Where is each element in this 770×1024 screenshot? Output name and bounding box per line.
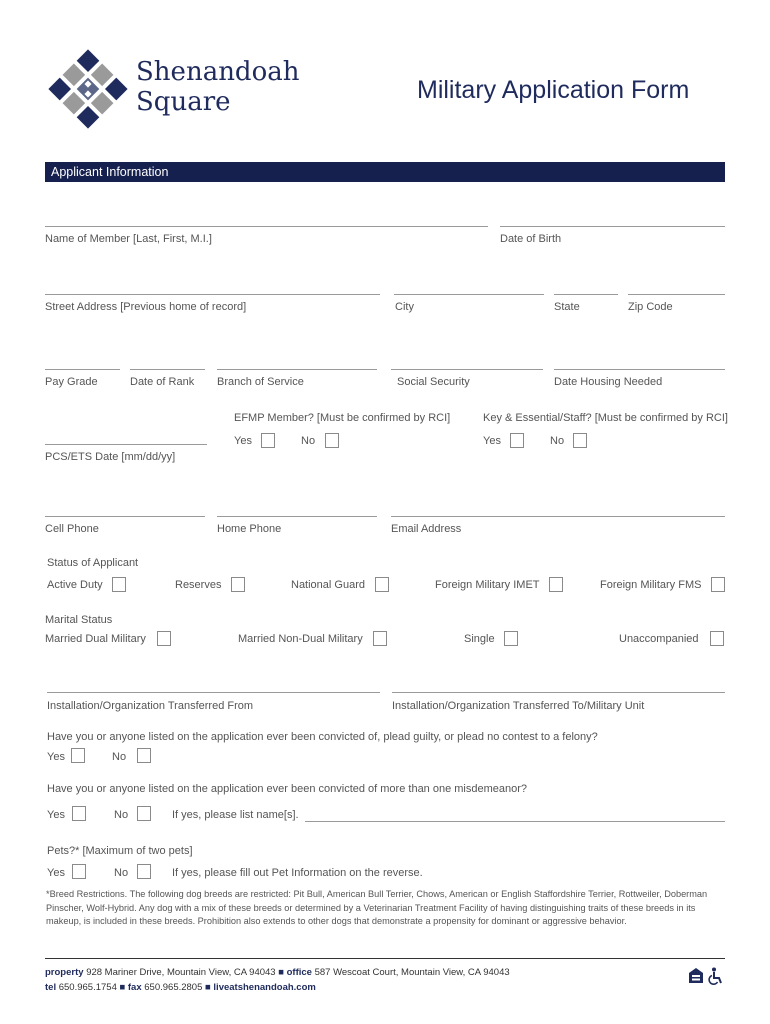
pcs-field[interactable] — [45, 444, 207, 445]
name-label: Name of Member [Last, First, M.I.] — [45, 233, 212, 245]
misdemeanor-yes-label: Yes — [47, 809, 65, 821]
pay-grade-field[interactable] — [45, 369, 120, 370]
section-header-applicant: Applicant Information — [45, 162, 725, 182]
active-duty-checkbox[interactable] — [112, 577, 126, 592]
state-field[interactable] — [554, 294, 618, 295]
branch-label: Branch of Service — [217, 376, 304, 388]
key-staff-yes-label: Yes — [483, 435, 501, 447]
form-title: Military Application Form — [417, 76, 690, 104]
felony-no-checkbox[interactable] — [137, 748, 151, 763]
street-label: Street Address [Previous home of record] — [45, 301, 247, 313]
efmp-yes-label: Yes — [234, 435, 252, 447]
dob-field[interactable] — [500, 226, 725, 227]
key-staff-label: Key & Essential/Staff? [Must be confirmed by RCI] — [483, 412, 728, 424]
status-option-fms: Foreign Military FMS — [600, 579, 702, 591]
unaccompanied-checkbox[interactable] — [710, 631, 724, 646]
felony-no-label: No — [112, 751, 127, 763]
brand-name-line2: Square — [136, 87, 231, 117]
footer-bullet-3: ■ — [205, 982, 211, 993]
misdemeanor-no-label: No — [114, 809, 129, 821]
felony-yes-label: Yes — [47, 751, 65, 763]
status-label: Status of Applicant — [47, 557, 139, 569]
footer-bullet-1: ■ — [278, 967, 284, 978]
felony-yes-checkbox[interactable] — [71, 748, 85, 763]
date-rank-field[interactable] — [130, 369, 205, 370]
marital-label: Marital Status — [45, 614, 113, 626]
transferred-from-label: Installation/Organization Transferred From — [47, 700, 254, 712]
list-names-label: If yes, please list name[s]. — [172, 809, 299, 821]
married-dual-checkbox[interactable] — [157, 631, 171, 646]
footer-divider — [45, 958, 725, 959]
fax-label: fax — [127, 982, 142, 993]
home-phone-label: Home Phone — [217, 523, 282, 535]
marital-option-nondual: Married Non-Dual Military — [238, 633, 363, 645]
property-label: property — [45, 967, 84, 978]
list-names-field[interactable] — [305, 821, 725, 822]
date-housing-field[interactable] — [554, 369, 725, 370]
transferred-to-label: Installation/Organization Transferred To/Military Unit — [392, 700, 645, 712]
zip-label: Zip Code — [628, 301, 673, 313]
key-staff-no-checkbox[interactable] — [573, 433, 587, 448]
marital-option-unaccompanied: Unaccompanied — [619, 633, 699, 645]
status-option-reserves: Reserves — [175, 579, 222, 591]
state-label: State — [554, 301, 580, 313]
pcs-label: PCS/ETS Date [mm/dd/yy] — [45, 451, 176, 463]
married-nondual-checkbox[interactable] — [373, 631, 387, 646]
ssn-field[interactable] — [391, 369, 543, 370]
felony-question: Have you or anyone listed on the application ever been convicted of, plead guilty, or plead no contest to a felony? — [47, 731, 598, 743]
pay-grade-label: Pay Grade — [45, 376, 98, 388]
office-address: 587 Wescoat Court, Mountain View, CA 94043 — [314, 967, 510, 978]
email-field[interactable] — [391, 516, 725, 517]
footer-line2 — [45, 982, 316, 993]
cell-phone-label: Cell Phone — [45, 523, 99, 535]
branch-field[interactable] — [217, 369, 377, 370]
efmp-no-checkbox[interactable] — [325, 433, 339, 448]
home-phone-field[interactable] — [217, 516, 377, 517]
tel-number: 650.965.1754 — [58, 982, 117, 993]
fax-number: 650.965.2805 — [144, 982, 203, 993]
footer-bullet-2: ■ — [119, 982, 126, 993]
ssn-label: Social Security — [397, 376, 470, 388]
marital-option-single: Single — [464, 633, 495, 645]
date-housing-label: Date Housing Needed — [554, 376, 663, 388]
misdemeanor-yes-checkbox[interactable] — [72, 806, 86, 821]
misdemeanor-no-checkbox[interactable] — [137, 806, 151, 821]
misdemeanor-question: Have you or anyone listed on the application ever been convicted of more than one misdemeanor? — [47, 783, 528, 795]
logo-mark — [44, 46, 132, 132]
status-option-imet: Foreign Military IMET — [435, 579, 540, 591]
pets-no-checkbox[interactable] — [137, 864, 151, 879]
city-field[interactable] — [394, 294, 544, 295]
pets-yes-label: Yes — [47, 867, 65, 879]
date-rank-label: Date of Rank — [130, 376, 195, 388]
efmp-no-label: No — [301, 435, 316, 447]
property-address: 928 Mariner Drive, Mountain View, CA 94043 — [86, 967, 276, 978]
dob-label: Date of Birth — [500, 233, 562, 245]
imet-checkbox[interactable] — [549, 577, 563, 592]
pets-question: Pets?* [Maximum of two pets] — [47, 845, 193, 857]
key-staff-no-label: No — [550, 435, 565, 447]
breed-restrictions-note: *Breed Restrictions. The following dog breeds are restricted: Pit Bull, American Bull Terrier, Chows, American or English Staffordshire Terrier, Rottweiler, Doberman Pinscher, Wolf-Hybrid. Any dog with a mix of these breeds or determined by a Veterinarian Treatment Facility of having distinguishing traits of these breeds in its makeup, is included in these breeds. Prohibition also extends to other dogs that demonstrate a propensity for dominant or aggressive behavior. — [46, 889, 708, 926]
name-field[interactable] — [45, 226, 488, 227]
transferred-from-field[interactable] — [47, 692, 380, 693]
pets-yes-checkbox[interactable] — [72, 864, 86, 879]
key-staff-yes-checkbox[interactable] — [510, 433, 524, 448]
website-link[interactable]: liveatshenandoah.com — [213, 982, 316, 993]
office-label: office — [286, 967, 312, 978]
zip-field[interactable] — [628, 294, 725, 295]
efmp-label: EFMP Member? [Must be confirmed by RCI] — [234, 412, 451, 424]
status-option-active-duty: Active Duty — [47, 579, 103, 591]
accessibility-icon — [708, 967, 724, 985]
efmp-yes-checkbox[interactable] — [261, 433, 275, 448]
marital-option-dual: Married Dual Military — [45, 633, 146, 645]
pet-info-label: If yes, please fill out Pet Information on the reverse. — [172, 867, 423, 879]
city-label: City — [395, 301, 414, 313]
email-label: Email Address — [391, 523, 462, 535]
single-checkbox[interactable] — [504, 631, 518, 646]
status-option-national-guard: National Guard — [291, 579, 365, 591]
cell-phone-field[interactable] — [45, 516, 205, 517]
tel-label: tel — [45, 982, 57, 993]
pets-no-label: No — [114, 867, 129, 879]
footer-line1 — [45, 967, 510, 978]
fms-checkbox[interactable] — [711, 577, 725, 592]
equal-housing-icon — [688, 967, 704, 985]
reserves-checkbox[interactable] — [231, 577, 245, 592]
street-field[interactable] — [45, 294, 380, 295]
transferred-to-field[interactable] — [392, 692, 725, 693]
national-guard-checkbox[interactable] — [375, 577, 389, 592]
brand-name-line1: Shenandoah — [136, 57, 300, 87]
